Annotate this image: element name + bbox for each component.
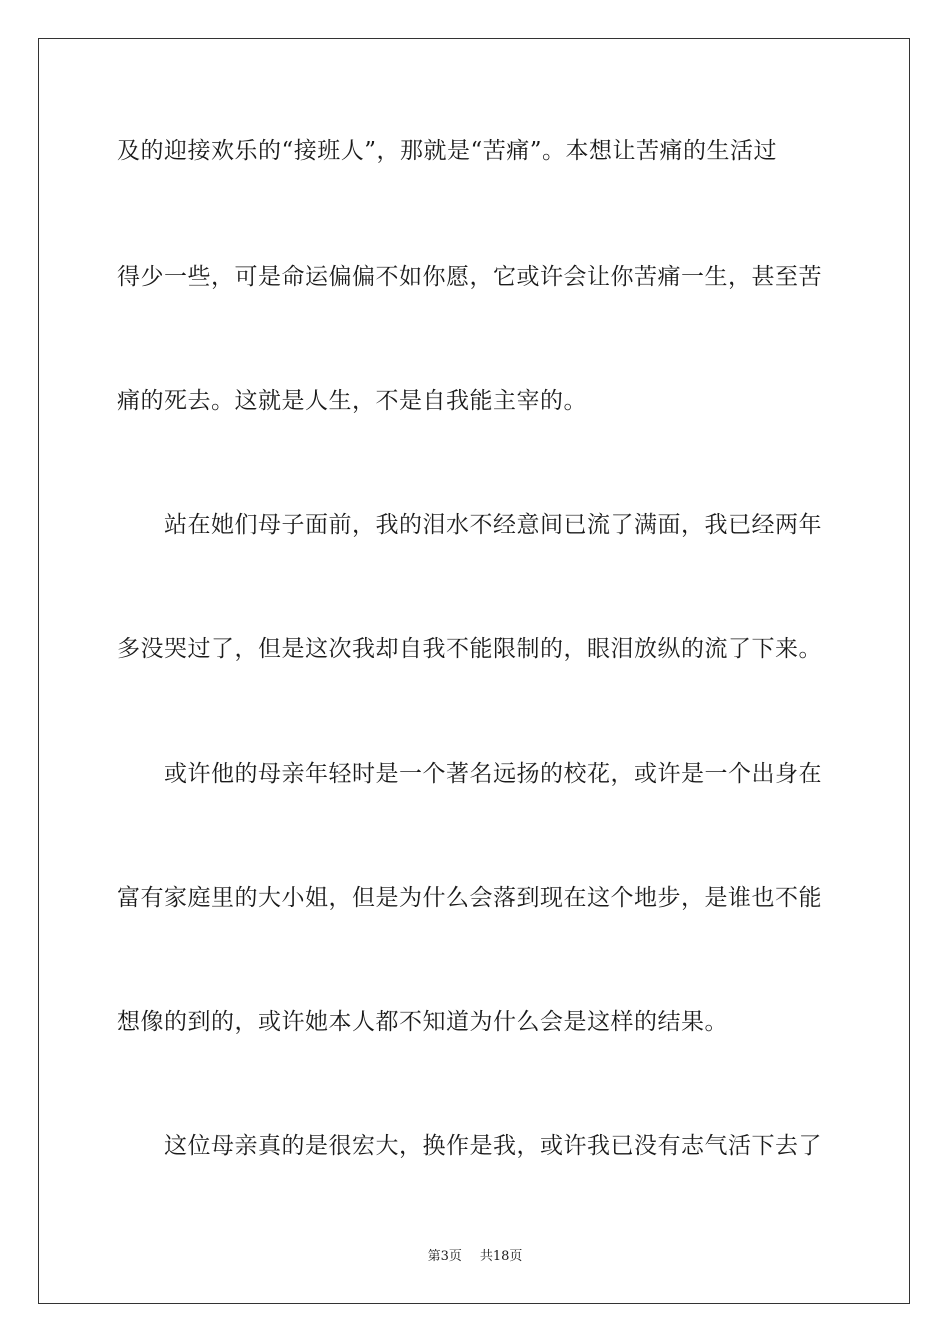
text-line-5: 多没哭过了，但是这次我却自我不能限制的，眼泪放纵的流了下来。 xyxy=(117,636,822,662)
text-line-1: 及的迎接欢乐的“接班人”，那就是“苦痛”。本想让苦痛的生活过 xyxy=(117,138,778,164)
text-line-2: 得少一些，可是命运偏偏不如你愿，它或许会让你苦痛一生，甚至苦 xyxy=(117,264,822,290)
page-total: 共18页 xyxy=(479,1249,523,1264)
text-line-8: 想像的到的，或许她本人都不知道为什么会是这样的结果。 xyxy=(117,1009,728,1035)
page-number: 第3页 xyxy=(427,1249,462,1264)
page-border xyxy=(38,38,910,1304)
text-line-7: 富有家庭里的大小姐，但是为什么会落到现在这个地步，是谁也不能 xyxy=(117,885,822,911)
page-footer xyxy=(0,1248,950,1266)
paragraph-start-2: 或许他的母亲年轻时是一个著名远扬的校花，或许是一个出身在 xyxy=(164,761,822,787)
text-line-3: 痛的死去。这就是人生，不是自我能主宰的。 xyxy=(117,388,587,414)
paragraph-start-1: 站在她们母子面前，我的泪水不经意间已流了满面，我已经两年 xyxy=(164,512,822,538)
paragraph-start-3: 这位母亲真的是很宏大，换作是我，或许我已没有志气活下去了 xyxy=(164,1133,822,1159)
